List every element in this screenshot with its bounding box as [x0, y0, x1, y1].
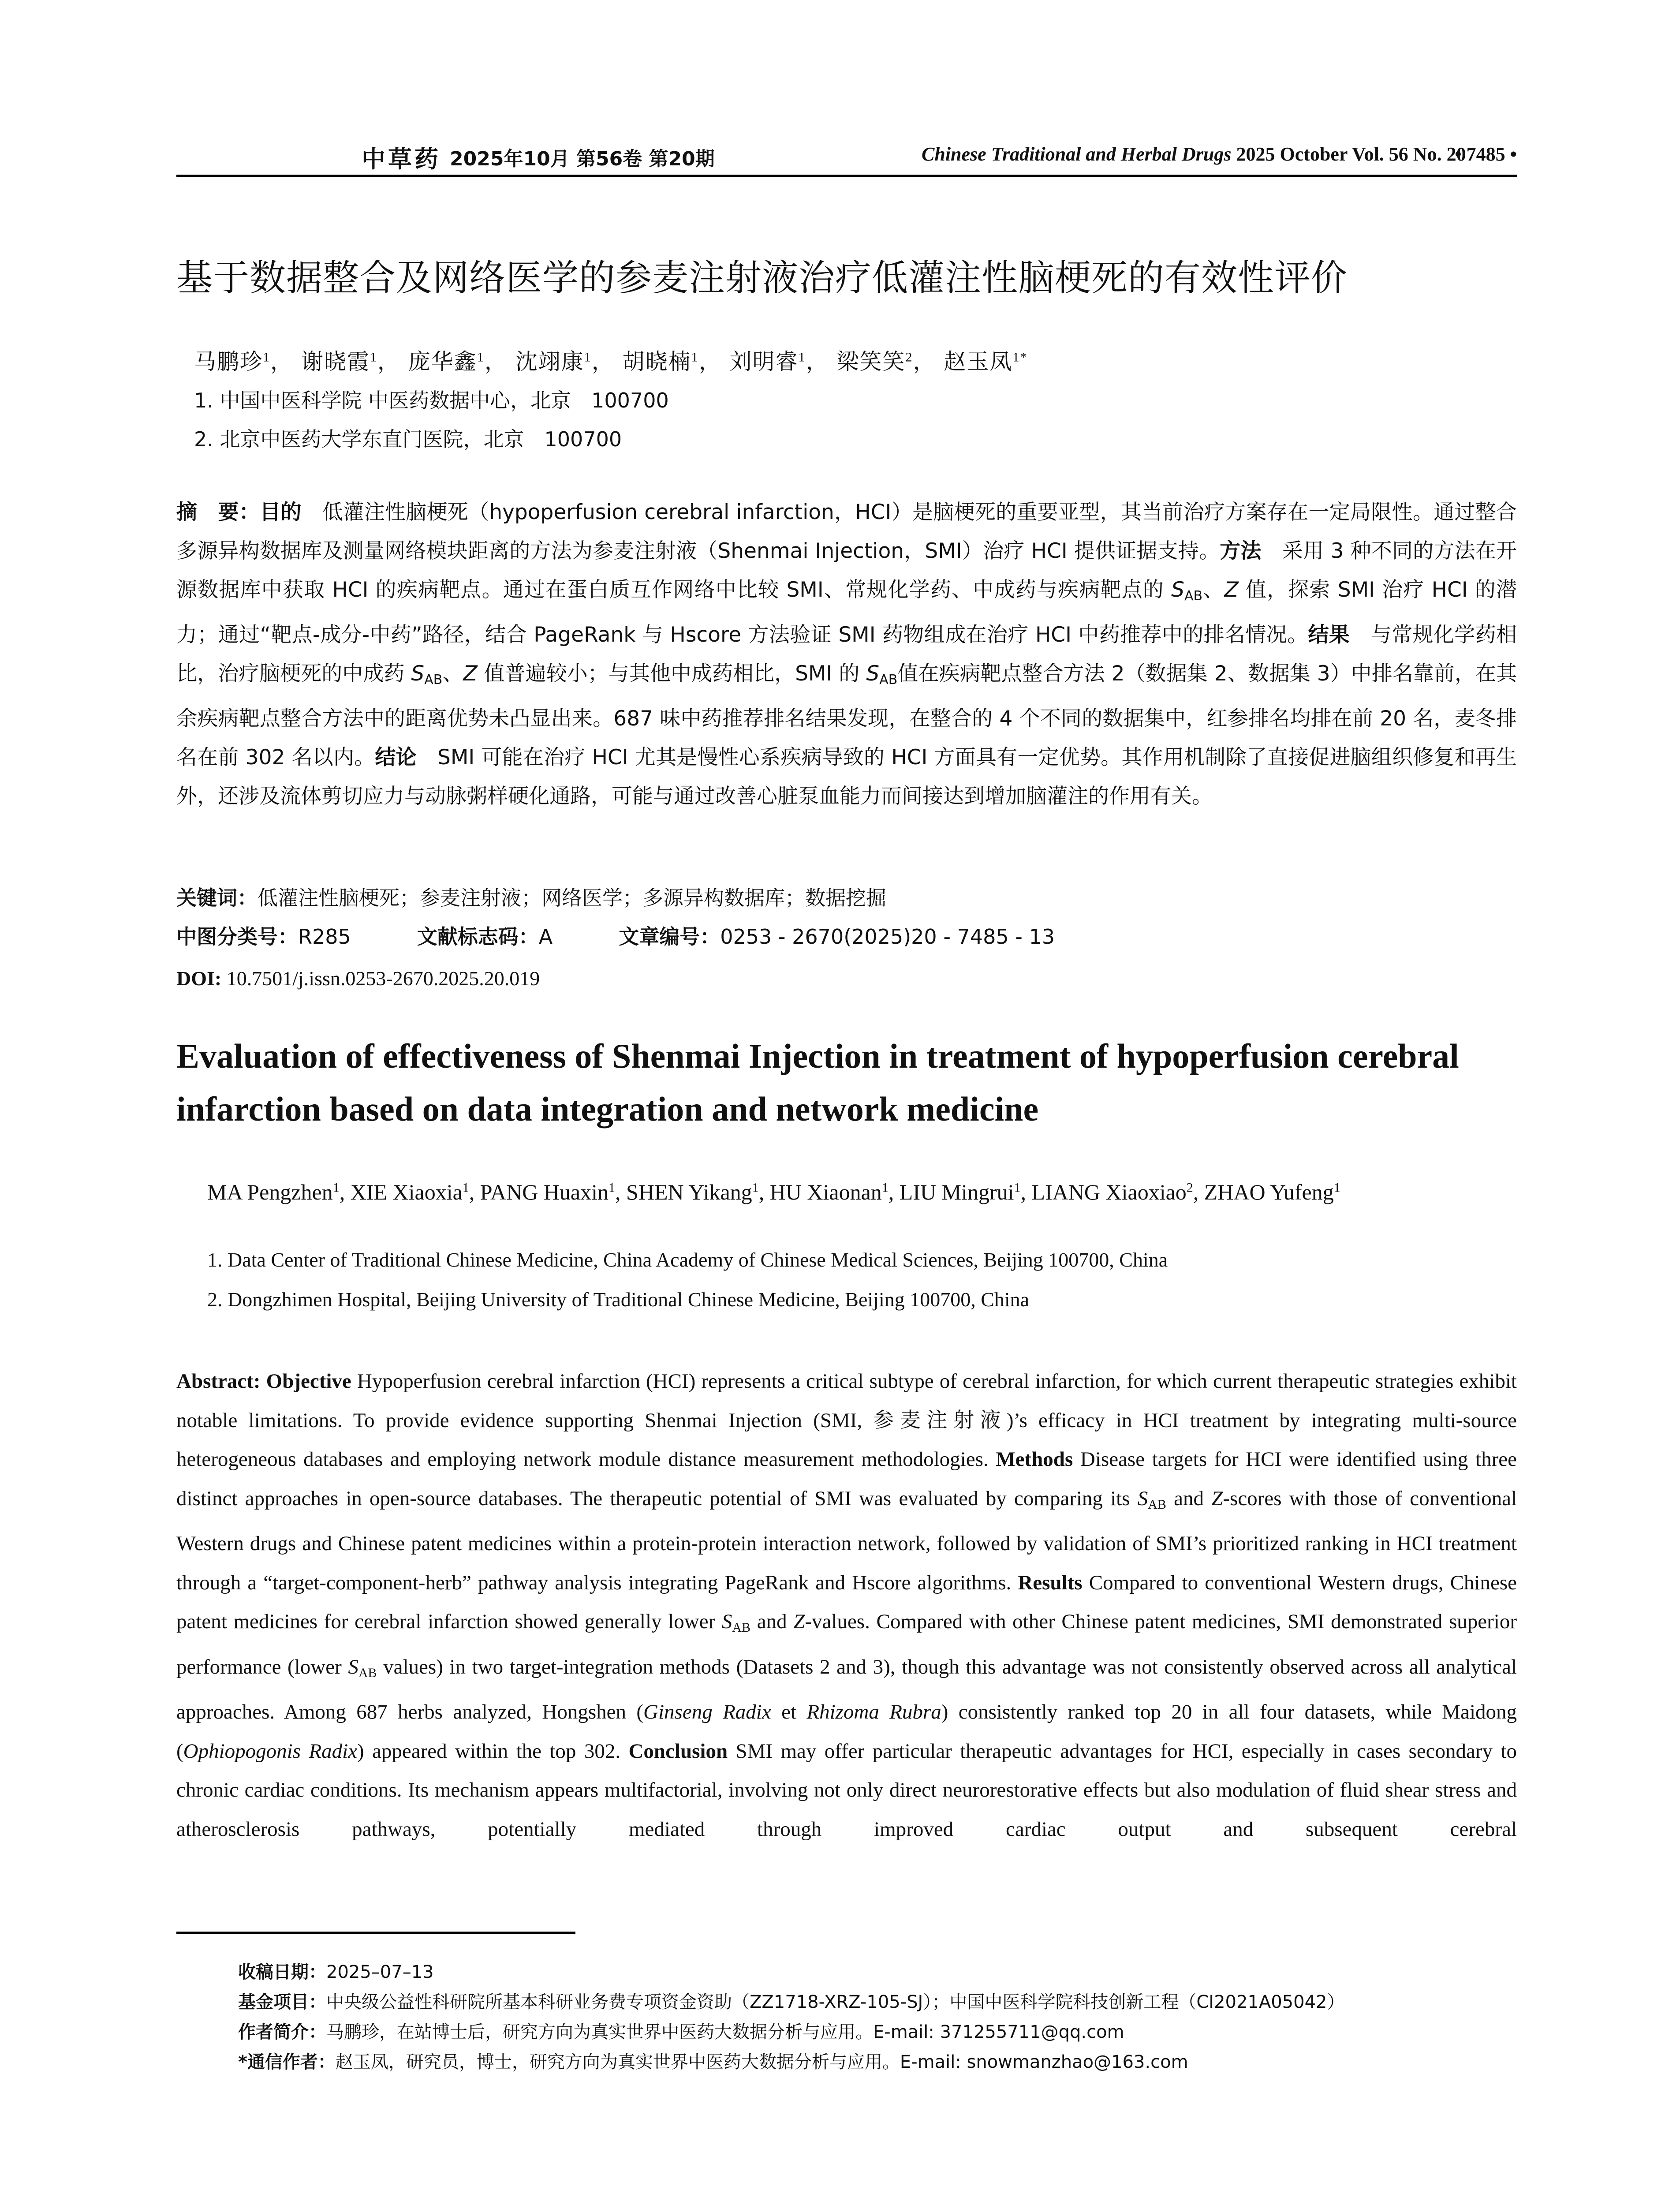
document-code: A	[538, 925, 553, 949]
en-affiliation-1: 1. Data Center of Traditional Chinese Medicine, China Academy of Chinese Medical Sciences, Beijing 100700, China	[207, 1248, 1168, 1271]
doi: DOI: 10.7501/j.issn.0253-2670.2025.20.019	[176, 967, 540, 990]
cn-author-list	[194, 344, 1027, 376]
cn-author: 谢晓霞$^1$，	[301, 349, 400, 374]
en-objective-text: Hypoperfusion cerebral infarction (HCI) represents a critical subtype of cerebral infarction, for which current therapeutic strategies exhibit notable limitations. To provide evidence supporting Shenmai Injection (SMI, 参麦注射液)’s efficacy in HCI treatment by integrating multi-source heterogeneous databases and employing network module distance measurement methodologies.	[176, 1370, 1517, 1471]
en-abstract: Abstract: Objective Hypoperfusion cerebral infarction (HCI) represents a critical subtype of cerebral infarction, for which current therapeutic strategies exhibit notable limitations. To provide evidence supporting Shenmai Injection (SMI, 参麦注射液)’s efficacy in HCI treatment by integrating multi-source heterogeneous databases and employing network module distance measurement methodologies. Methods Disease targets for HCI were identified using three distinct approaches in open-source databases. The therapeutic potential of SMI was evaluated by comparing its $S_{AB}$ and Z-scores with those of conventional Western drugs and Chinese patent medicines within a protein-protein interaction network, followed by validation of SMI’s prioritized ranking in HCI treatment through a “target-component-herb” pathway analysis integrating PageRank and Hscore algorithms. Results Compared to conventional Western drugs, Chinese patent medicines for cerebral infarction showed generally lower $S_{AB}$ and Z-values. Compared with other Chinese patent medicines, SMI demonstrated superior performance (lower $S_{AB}$ values) in two target-integration methods (Datasets 2 and 3), though this advantage was not consistently observed across all analytical approaches. Among 687 herbs analyzed, Hongshen (Ginseng Radix et Rhizoma Rubra) consistently ranked top 20 in all four datasets, while Maidong (Ophiopogonis Radix) appeared within the top 302. Conclusion SMI may offer particular therapeutic advantages for HCI, especially in cases secondary to chronic cardiac conditions. Its mechanism appears multifactorial, involving not only direct neurorestorative effects but also modulation of fluid shear stress and atherosclerosis pathways, potentially mediated through improved cardiac output and subsequent cerebral	[176, 1370, 1517, 1841]
cn-abstract: 摘 要：目的 低灌注性脑梗死（hypoperfusion cerebral infarction，HCI）是脑梗死的重要亚型，其当前治疗方案存在一定局限性。通过整合多源异构数据库及测量网络模块距离的方法为参麦注射液（Shenmai Injection，SMI）治疗 HCI 提供证据支持。方法 采用 3 种不同的方法在开源数据库中获取 HCI 的疾病靶点。通过在蛋白质互作网络中比较 SMI、常规化学药、中成药与疾病靶点的 $S_{AB}$、Z 值，探索 SMI 治疗 HCI 的潜力；通过“靶点-成分-中药”路径，结合 PageRank 与 Hscore 方法验证 SMI 药物组成在治疗 HCI 中药推荐中的排名情况。结果 与常规化学药相比，治疗脑梗死的中成药 $S_{AB}$、Z 值普遍较小；与其他中成药相比，SMI 的 $S_{AB}$值在疾病靶点整合方法 2（数据集 2、数据集 3）中排名靠前，在其余疾病靶点整合方法中的距离优势未凸显出来。687 味中药推荐排名结果发现，在整合的 4 个不同的数据集中，红参排名均排在前 20 名，麦冬排名在前 302 名以内。结论 SMI 可能在治疗 HCI 尤其是慢性心系疾病导致的 HCI 方面具有一定优势。其作用机制除了直接促进脑组织修复和再生外，还涉及流体剪切应力与动脉粥样硬化通路，可能与通过改善心脏泵血能力而间接达到增加脑灌注的作用有关。	[176, 500, 1517, 808]
en-issue: 2025 October Vol. 56 No. 20	[1236, 143, 1466, 165]
footnote-corresponding-author: *通信作者：赵玉凤，研究员，博士，研究方向为真实世界中医药大数据分析与应用。E-mail: snowmanzhao@163.com	[238, 2052, 1188, 2072]
en-author: XIE Xiaoxia$^1$,	[350, 1179, 480, 1204]
en-results-label: Results	[1018, 1571, 1083, 1594]
clc-number: R285	[298, 925, 351, 949]
cn-author: 胡晓楠$^1$，	[622, 349, 722, 374]
cn-author-corresponding: 赵玉凤$^{1*}$	[944, 349, 1028, 374]
journal-logo: 中草药	[362, 145, 441, 173]
en-author: LIANG Xiaoxiao$^2$,	[1031, 1179, 1204, 1204]
keywords-text: 低灌注性脑梗死；参麦注射液；网络医学；多源异构数据库；数据挖掘	[258, 886, 886, 910]
cn-conclusion-label: 结论	[375, 745, 417, 770]
en-author: PANG Huaxin$^1$,	[480, 1179, 627, 1204]
keywords-label: 关键词：	[176, 886, 258, 910]
cn-classification: 中图分类号：R285 文献标志码：A 文章编号：0253 - 2670(2025)20 - 7485 - 13	[176, 925, 1055, 949]
cn-issue-info: 2025年10月 第56卷 第20期	[450, 148, 715, 170]
cn-objective-label: 目的	[260, 500, 302, 524]
en-author-list	[207, 1168, 1526, 1212]
en-journal-name: Chinese Traditional and Herbal Drugs	[922, 143, 1232, 165]
en-author: ZHAO Yufeng$^1$	[1204, 1179, 1340, 1204]
running-header	[176, 140, 1517, 173]
cn-affiliation-1: 1. 中国中医科学院 中医药数据中心，北京 100700	[194, 389, 669, 412]
footnote-funding: 基金项目：中央级公益性科研院所基本科研业务费专项资金资助（ZZ1718-XRZ-105-SJ）；中国中医科学院科技创新工程（CI2021A05042）	[238, 1992, 1345, 2012]
header-rule	[176, 175, 1517, 177]
cn-title: 基于数据整合及网络医学的参麦注射液治疗低灌注性脑梗死的有效性评价	[176, 257, 1348, 299]
cn-author: 刘明睿$^1$，	[729, 349, 829, 374]
cn-author: 庞华鑫$^1$，	[408, 349, 508, 374]
cn-author: 沈翊康$^1$，	[515, 349, 615, 374]
cn-author: 马鹏珍$^1$，	[194, 349, 293, 374]
en-author: LIU Mingrui$^1$,	[899, 1179, 1032, 1204]
cn-keywords	[176, 882, 886, 911]
en-author: HU Xiaonan$^1$,	[769, 1179, 900, 1204]
article-number: 0253 - 2670(2025)20 - 7485 - 13	[720, 925, 1055, 949]
en-methods-label: Methods	[996, 1448, 1073, 1471]
cn-abstract-label: 摘 要：	[176, 500, 260, 524]
doi-link[interactable]: 10.7501/j.issn.0253-2670.2025.20.019	[221, 967, 540, 990]
en-author: MA Pengzhen$^1$,	[207, 1179, 351, 1204]
footnote-author-bio: 作者简介：马鹏珍，在站博士后，研究方向为真实世界中医药大数据分析与应用。E-mail: 371255711@qq.com	[238, 2022, 1124, 2042]
page-number: • 7485 •	[1455, 143, 1517, 165]
cn-author: 梁笑笑$^2$，	[836, 349, 936, 374]
footnote-received-date: 收稿日期：2025–07–13	[238, 1962, 434, 1982]
cn-methods-label: 方法	[1220, 539, 1262, 563]
en-conclusion-label: Conclusion	[628, 1739, 728, 1763]
en-author: SHEN Yikang$^1$,	[626, 1179, 770, 1204]
cn-objective-text: 低灌注性脑梗死（hypoperfusion cerebral infarction，HCI）是脑梗死的重要亚型，其当前治疗方案存在一定局限性。通过整合多源异构数据库及测量网络模块距离的方法为参麦注射液（Shenmai Injection，SMI）治疗 HCI 提供证据支持。	[176, 500, 1517, 563]
footnote-rule	[176, 1932, 575, 1934]
cn-results-label: 结果	[1308, 623, 1350, 647]
cn-affiliation-2: 2. 北京中医药大学东直门医院，北京 100700	[194, 427, 622, 451]
en-abstract-label: Abstract: Objective	[176, 1370, 351, 1393]
en-issue-info	[922, 143, 1466, 165]
en-title: Evaluation of effectiveness of Shenmai Injection in treatment of hypoperfusion cerebral infarction based on data integration and network medicine	[176, 1037, 1459, 1128]
en-affiliation-2: 2. Dongzhimen Hospital, Beijing University of Traditional Chinese Medicine, Beijing 100700, China	[207, 1288, 1030, 1311]
